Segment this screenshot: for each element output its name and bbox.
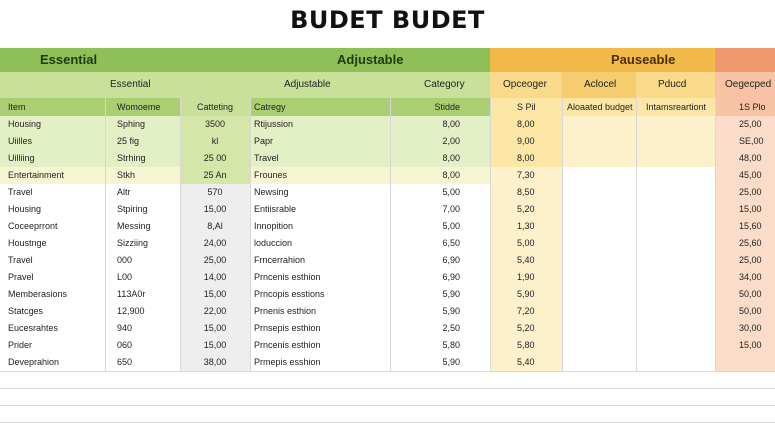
cell-catteting[interactable]: 25 00 xyxy=(180,150,250,167)
cell-catregy[interactable]: Prncenis esthion xyxy=(250,337,390,354)
cell-womoeme[interactable]: 25 fig xyxy=(105,133,180,150)
subheader-aclocel: Aclocel xyxy=(562,72,636,98)
table-row xyxy=(0,167,775,185)
cell-item[interactable]: Travel xyxy=(0,252,105,269)
gridline xyxy=(715,98,716,371)
cell-allocated-budget[interactable] xyxy=(562,303,636,320)
table-row xyxy=(0,303,775,321)
cell-1splo[interactable]: 48,00 xyxy=(715,150,775,167)
cell-catteting[interactable]: kl xyxy=(180,133,250,150)
gridline xyxy=(390,98,391,371)
cell-catteting[interactable]: 38,00 xyxy=(180,354,250,371)
gridline xyxy=(490,98,491,371)
cell-womoeme[interactable]: L00 xyxy=(105,269,180,286)
cell-spil[interactable]: 8,00 xyxy=(490,116,562,133)
cell-catteting[interactable]: 24,00 xyxy=(180,235,250,252)
cell-spil[interactable]: 7,20 xyxy=(490,303,562,320)
cell-intamsreartiont[interactable] xyxy=(636,150,715,167)
cell-intamsreartiont[interactable] xyxy=(636,252,715,269)
cell-catteting[interactable]: 22,00 xyxy=(180,303,250,320)
gridline xyxy=(636,98,637,371)
table-row xyxy=(0,269,775,287)
cell-allocated-budget[interactable] xyxy=(562,252,636,269)
cell-item[interactable]: Houstnge xyxy=(0,235,105,252)
cell-intamsreartiont[interactable] xyxy=(636,133,715,150)
cell-item[interactable]: Statcges xyxy=(0,303,105,320)
gridline xyxy=(105,98,106,371)
cell-womoeme[interactable]: Altr xyxy=(105,184,180,201)
cell-intamsreartiont[interactable] xyxy=(636,320,715,337)
empty-row xyxy=(0,388,775,406)
empty-row xyxy=(0,405,775,423)
sheet-title: BUDET BUDET xyxy=(290,6,485,34)
subheader-oegecped: Oegecped xyxy=(715,72,775,98)
cell-catregy[interactable]: Prncenis esthion xyxy=(250,269,390,286)
empty-row xyxy=(0,371,775,389)
cell-stidde[interactable]: 7,00 xyxy=(390,201,490,218)
cell-intamsreartiont[interactable] xyxy=(636,286,715,303)
table-row xyxy=(0,133,775,151)
cell-spil[interactable]: 1,90 xyxy=(490,269,562,286)
cell-spil[interactable]: 5,90 xyxy=(490,286,562,303)
cell-womoeme[interactable]: 060 xyxy=(105,337,180,354)
column-header-allocated-budget: Aloaated budget xyxy=(562,98,636,116)
cell-spil[interactable]: 5,80 xyxy=(490,337,562,354)
table-row xyxy=(0,235,775,253)
cell-spil[interactable]: 5,40 xyxy=(490,252,562,269)
cell-allocated-budget[interactable] xyxy=(562,150,636,167)
cell-stidde[interactable]: 6,90 xyxy=(390,252,490,269)
cell-intamsreartiont[interactable] xyxy=(636,354,715,371)
cell-item[interactable]: Travel xyxy=(0,184,105,201)
cell-catregy[interactable]: Prnsepis esthion xyxy=(250,320,390,337)
cell-stidde[interactable]: 8,00 xyxy=(390,167,490,184)
subheader-category: Category xyxy=(390,72,490,98)
group-extra xyxy=(715,48,775,72)
cell-item[interactable]: Coceeprront xyxy=(0,218,105,235)
table-row xyxy=(0,201,775,219)
cell-spil[interactable]: 5,00 xyxy=(490,235,562,252)
cell-intamsreartiont[interactable] xyxy=(636,184,715,201)
cell-intamsreartiont[interactable] xyxy=(636,303,715,320)
subheader-pducd: Pducd xyxy=(636,72,715,98)
cell-allocated-budget[interactable] xyxy=(562,184,636,201)
cell-catregy[interactable]: Rtijussion xyxy=(250,116,390,133)
cell-1splo[interactable]: 25,00 xyxy=(715,116,775,133)
cell-item[interactable]: Deveprahion xyxy=(0,354,105,371)
cell-allocated-budget[interactable] xyxy=(562,286,636,303)
cell-item[interactable]: Pravel xyxy=(0,269,105,286)
cell-spil[interactable]: 9,00 xyxy=(490,133,562,150)
cell-1splo[interactable]: 15,60 xyxy=(715,218,775,235)
table-row xyxy=(0,337,775,355)
subheader-adjustable: Adjustable xyxy=(250,72,390,98)
cell-1splo[interactable] xyxy=(715,354,775,371)
cell-catteting[interactable]: 15,00 xyxy=(180,286,250,303)
cell-allocated-budget[interactable] xyxy=(562,218,636,235)
cell-stidde[interactable]: 5,00 xyxy=(390,218,490,235)
gridline xyxy=(250,98,251,371)
cell-allocated-budget[interactable] xyxy=(562,354,636,371)
cell-spil[interactable]: 5,20 xyxy=(490,320,562,337)
cell-womoeme[interactable]: Sizziing xyxy=(105,235,180,252)
cell-womoeme[interactable]: Sphing xyxy=(105,116,180,133)
cell-stidde[interactable]: 5,00 xyxy=(390,184,490,201)
cell-item[interactable]: Uilliing xyxy=(0,150,105,167)
table-row xyxy=(0,354,775,372)
table-row xyxy=(0,252,775,270)
cell-catregy[interactable]: Prncopis esstions xyxy=(250,286,390,303)
cell-womoeme[interactable]: Messing xyxy=(105,218,180,235)
cell-womoeme[interactable]: Strhing xyxy=(105,150,180,167)
cell-stidde[interactable]: 6,50 xyxy=(390,235,490,252)
cell-spil[interactable]: 5,40 xyxy=(490,354,562,371)
cell-1splo[interactable]: 25,00 xyxy=(715,252,775,269)
column-header-1splo: 1S Plo xyxy=(715,98,775,116)
cell-stidde[interactable]: 8,00 xyxy=(390,116,490,133)
cell-stidde[interactable]: 6,90 xyxy=(390,269,490,286)
group-essential: Essential xyxy=(0,48,250,72)
cell-allocated-budget[interactable] xyxy=(562,201,636,218)
cell-catregy[interactable]: Innopition xyxy=(250,218,390,235)
cell-1splo[interactable]: 50,00 xyxy=(715,286,775,303)
cell-womoeme[interactable]: 12,900 xyxy=(105,303,180,320)
cell-catteting[interactable]: 570 xyxy=(180,184,250,201)
cell-intamsreartiont[interactable] xyxy=(636,235,715,252)
cell-item[interactable]: Housing xyxy=(0,116,105,133)
cell-1splo[interactable]: 45,00 xyxy=(715,167,775,184)
cell-stidde[interactable]: 8,00 xyxy=(390,150,490,167)
subheader-row xyxy=(0,72,775,98)
cell-1splo[interactable]: 30,00 xyxy=(715,320,775,337)
cell-1splo[interactable]: 25,00 xyxy=(715,184,775,201)
group-header-row xyxy=(0,48,775,72)
cell-intamsreartiont[interactable] xyxy=(636,269,715,286)
column-header-stidde: Stidde xyxy=(390,98,490,116)
cell-1splo[interactable]: SE,00 xyxy=(715,133,775,150)
cell-intamsreartiont[interactable] xyxy=(636,201,715,218)
column-header-item: Item xyxy=(0,98,105,116)
gridline xyxy=(180,98,181,371)
cell-intamsreartiont[interactable] xyxy=(636,218,715,235)
cell-1splo[interactable]: 25,60 xyxy=(715,235,775,252)
cell-catregy[interactable]: Entiisrable xyxy=(250,201,390,218)
cell-catteting[interactable]: 25 An xyxy=(180,167,250,184)
cell-1splo[interactable]: 15,00 xyxy=(715,337,775,354)
cell-spil[interactable]: 8,50 xyxy=(490,184,562,201)
cell-spil[interactable]: 7,30 xyxy=(490,167,562,184)
group-pauseable: Pauseable xyxy=(490,48,715,72)
cell-allocated-budget[interactable] xyxy=(562,116,636,133)
cell-womoeme[interactable]: Stkh xyxy=(105,167,180,184)
cell-catregy[interactable]: loduccion xyxy=(250,235,390,252)
cell-allocated-budget[interactable] xyxy=(562,235,636,252)
cell-1splo[interactable]: 50,00 xyxy=(715,303,775,320)
column-header-intamsreartiont: Intamsreartiont xyxy=(636,98,715,116)
cell-stidde[interactable]: 2,50 xyxy=(390,320,490,337)
cell-catteting[interactable]: 15,00 xyxy=(180,201,250,218)
cell-womoeme[interactable]: Stpiring xyxy=(105,201,180,218)
cell-intamsreartiont[interactable] xyxy=(636,337,715,354)
cell-intamsreartiont[interactable] xyxy=(636,167,715,184)
cell-intamsreartiont[interactable] xyxy=(636,116,715,133)
table-row xyxy=(0,320,775,338)
cell-allocated-budget[interactable] xyxy=(562,269,636,286)
cell-catteting[interactable]: 14,00 xyxy=(180,269,250,286)
cell-womoeme[interactable]: 000 xyxy=(105,252,180,269)
cell-catregy[interactable]: Newsing xyxy=(250,184,390,201)
column-header-catregy: Catregy xyxy=(250,98,390,116)
cell-catregy[interactable]: Prmepis esshion xyxy=(250,354,390,371)
cell-spil[interactable]: 8,00 xyxy=(490,150,562,167)
cell-catteting[interactable]: 15,00 xyxy=(180,320,250,337)
cell-catregy[interactable]: Frncerrahion xyxy=(250,252,390,269)
cell-stidde[interactable]: 5,90 xyxy=(390,286,490,303)
cell-catteting[interactable]: 15,00 xyxy=(180,337,250,354)
column-header-row xyxy=(0,98,775,116)
table-row xyxy=(0,286,775,304)
cell-allocated-budget[interactable] xyxy=(562,320,636,337)
cell-catregy[interactable]: Travel xyxy=(250,150,390,167)
cell-spil[interactable]: 1,30 xyxy=(490,218,562,235)
cell-catteting[interactable]: 25,00 xyxy=(180,252,250,269)
subheader-opceoger: Opceoger xyxy=(490,72,562,98)
cell-stidde[interactable]: 5,90 xyxy=(390,354,490,371)
cell-item[interactable]: Uiilles xyxy=(0,133,105,150)
table-row xyxy=(0,184,775,202)
cell-stidde[interactable]: 5,90 xyxy=(390,303,490,320)
subheader-essential: Essential xyxy=(0,72,250,98)
gridline xyxy=(562,98,563,371)
cell-1splo[interactable]: 34,00 xyxy=(715,269,775,286)
cell-womoeme[interactable]: 940 xyxy=(105,320,180,337)
cell-womoeme[interactable]: 650 xyxy=(105,354,180,371)
cell-catregy[interactable]: Prnenis esthion xyxy=(250,303,390,320)
cell-allocated-budget[interactable] xyxy=(562,133,636,150)
cell-spil[interactable]: 5,20 xyxy=(490,201,562,218)
table-row xyxy=(0,116,775,134)
cell-catteting[interactable]: 3500 xyxy=(180,116,250,133)
cell-allocated-budget[interactable] xyxy=(562,167,636,184)
column-header-womoeme: Womoeme xyxy=(105,98,180,116)
cell-allocated-budget[interactable] xyxy=(562,337,636,354)
cell-stidde[interactable]: 2,00 xyxy=(390,133,490,150)
cell-womoeme[interactable]: 113A0r xyxy=(105,286,180,303)
cell-catregy[interactable]: Papr xyxy=(250,133,390,150)
cell-catregy[interactable]: Frounes xyxy=(250,167,390,184)
column-header-spil: S Pil xyxy=(490,98,562,116)
table-row xyxy=(0,150,775,168)
cell-item[interactable]: Memberasions xyxy=(0,286,105,303)
cell-catteting[interactable]: 8,Al xyxy=(180,218,250,235)
cell-item[interactable]: Eucesrahtes xyxy=(0,320,105,337)
cell-item[interactable]: Prider xyxy=(0,337,105,354)
cell-1splo[interactable]: 15,00 xyxy=(715,201,775,218)
cell-item[interactable]: Entertainment xyxy=(0,167,105,184)
cell-stidde[interactable]: 5,80 xyxy=(390,337,490,354)
group-adjustable: Adjustable xyxy=(250,48,490,72)
column-header-catteting: Catteting xyxy=(180,98,250,116)
cell-item[interactable]: Housing xyxy=(0,201,105,218)
table-row xyxy=(0,218,775,236)
